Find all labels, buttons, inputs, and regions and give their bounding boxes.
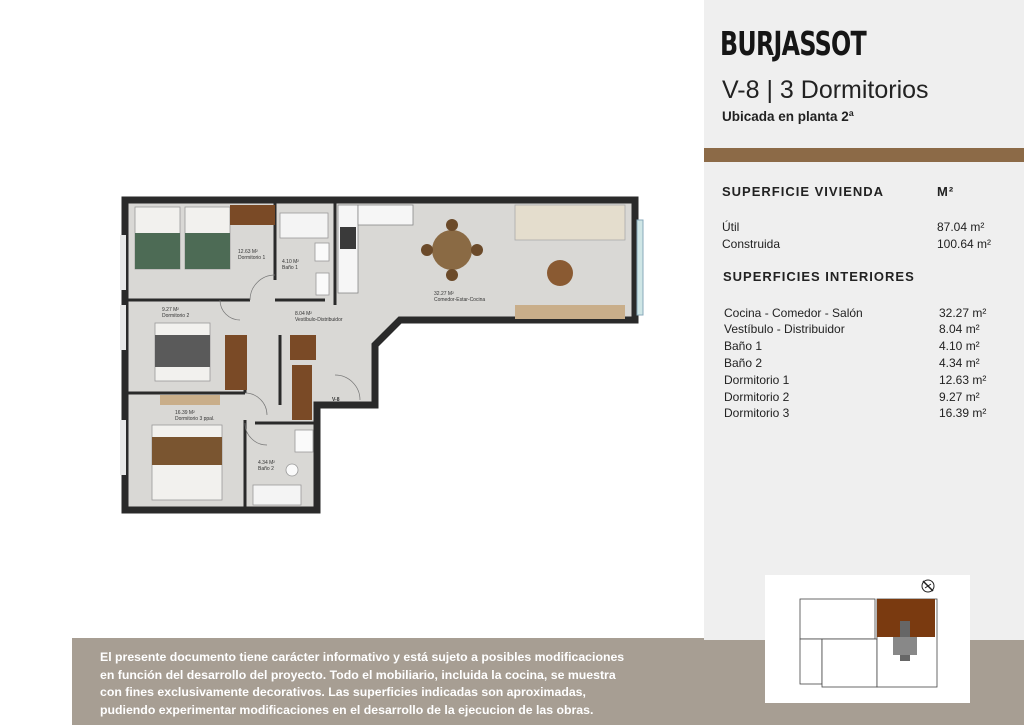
room-name-vestibulo: Vestíbulo-Distribuidor <box>295 317 343 323</box>
room-name-dorm2: Dormitorio 2 <box>162 313 190 319</box>
interior-value-bano1: 4.10 m² <box>939 339 980 353</box>
room-area-dorm1: 12.63 M² <box>238 249 258 255</box>
disclaimer-line: con fines exclusivamente decorativos. Las superficies indicadas son aproximadas, <box>100 685 586 699</box>
compass-icon <box>922 580 934 592</box>
room-area-bano2: 4.34 M² <box>258 460 275 466</box>
key-plan <box>765 575 970 703</box>
interior-label-dorm1: Dormitorio 1 <box>724 373 790 387</box>
unit-tag: V-8 <box>332 397 340 403</box>
window-glazing <box>637 220 643 315</box>
accent-divider <box>704 148 1024 162</box>
interior-value-dorm1: 12.63 m² <box>939 373 987 387</box>
construida-label: Construida <box>722 237 781 251</box>
room-name-dorm1: Dormitorio 1 <box>238 255 266 261</box>
interiores-heading: SUPERFICIES INTERIORES <box>723 269 915 284</box>
interior-value-dorm3: 16.39 m² <box>939 406 987 420</box>
project-title: BURJASSOT <box>720 24 867 63</box>
window-left-2 <box>120 305 126 350</box>
hall-wardrobe <box>290 335 316 360</box>
disclaimer-text <box>100 649 670 719</box>
superficie-heading: SUPERFICIE VIVIENDA <box>722 184 885 199</box>
room-name-salon: Comedor-Estar-Cocina <box>434 297 486 303</box>
interior-value-cocina: 32.27 m² <box>939 306 987 320</box>
room-name-dorm3: Dormitorio 3 ppal. <box>175 416 215 422</box>
room-area-salon: 32.27 M² <box>434 291 454 297</box>
interior-label-dorm2: Dormitorio 2 <box>724 390 790 404</box>
window-left-1 <box>120 235 126 290</box>
hall-cabinet <box>292 365 312 420</box>
interior-value-dorm2: 9.27 m² <box>939 390 980 404</box>
interior-label-vestibulo: Vestíbulo - Distribuidor <box>724 322 845 336</box>
interior-label-dorm3: Dormitorio 3 <box>724 406 790 420</box>
key-plan-drawing <box>765 575 970 703</box>
floor-plan <box>120 195 655 520</box>
interior-label-cocina: Cocina - Comedor - Salón <box>724 306 863 320</box>
interior-label-bano2: Baño 2 <box>724 356 763 370</box>
construida-value: 100.64 m² <box>937 237 992 251</box>
room-area-bano1: 4.10 M² <box>282 259 299 265</box>
interior-value-bano2: 4.34 m² <box>939 356 980 370</box>
room-name-bano1: Baño 1 <box>282 265 298 271</box>
util-label: Útil <box>722 220 740 234</box>
interior-label-bano1: Baño 1 <box>724 339 763 353</box>
room-name-bano2: Baño 2 <box>258 466 274 472</box>
window-left-3 <box>120 420 126 475</box>
floor-label: Ubicada en planta 2ª <box>722 109 854 124</box>
unit-subtitle: V-8 | 3 Dormitorios <box>722 76 929 104</box>
room-area-vestibulo: 8.04 M² <box>295 311 312 317</box>
disclaimer-line: en función del desarrollo del proyecto. Todo el mobiliario, incluida la cocina, se muestra <box>100 667 616 682</box>
interior-value-vestibulo: 8.04 m² <box>939 322 980 336</box>
room-area-dorm2: 9.27 M² <box>162 307 179 313</box>
room-area-dorm3: 16.39 M² <box>175 410 195 416</box>
disclaimer-line: pudiendo experimentar modificaciones en el desarrollo de la ejecucion de las obras. <box>100 702 594 717</box>
disclaimer-line: El presente documento tiene carácter informativo y está sujeto a posibles modificaciones <box>100 650 625 664</box>
util-value: 87.04 m² <box>937 220 985 234</box>
superficie-unit-heading: M² <box>937 184 955 199</box>
